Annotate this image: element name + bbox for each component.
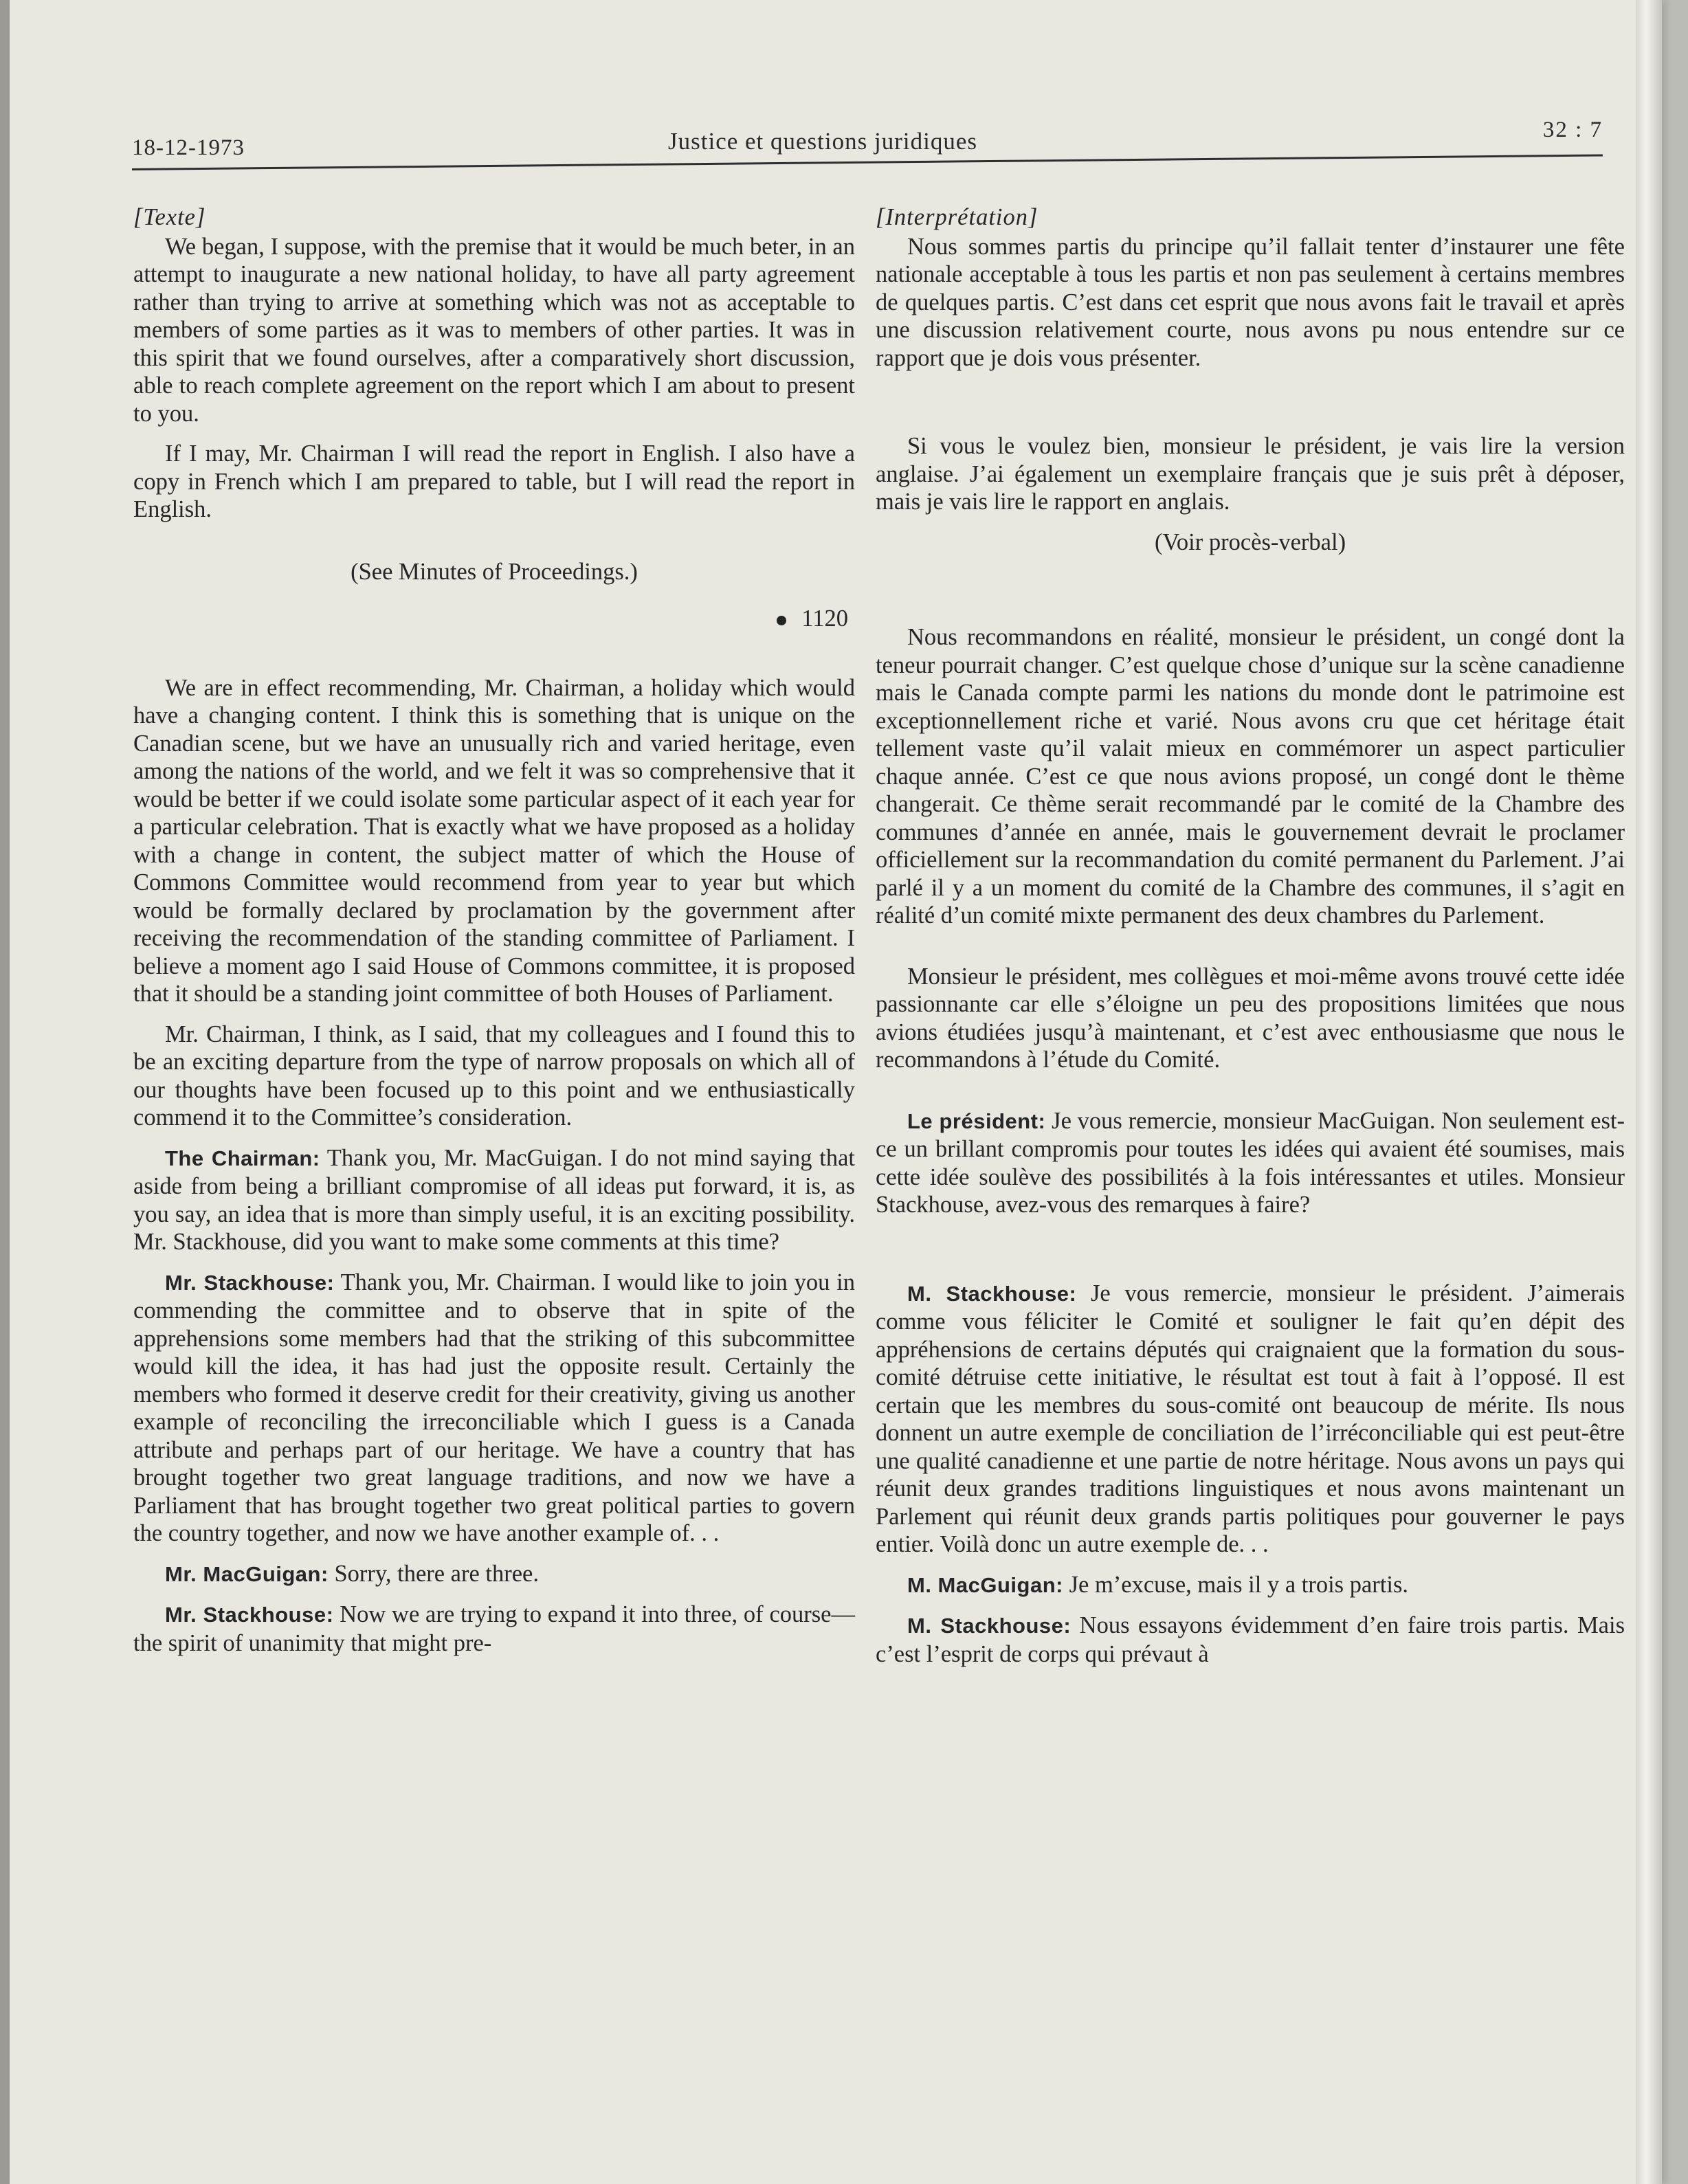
speech-text: Thank you, Mr. Chairman. I would like to join you in commending the committee and to observe that in spite of the apprehensions some members had that the striking of this subcommittee would kill the idea, it has had just the opposite result. Certainly the members who formed it deserve credit for their creativity, giving us another example of reconciling the irreconciliable which I guess is a Canada attribute and perhaps part of our heritage. We have a country that has brought together two great language traditions, and now we have a Parliament that has brought together two great political parties to govern the country together, and now we have another example of. . . [133, 1269, 855, 1546]
paragraph: Mr. Chairman, I think, as I said, that my colleagues and I found this to be an exciting departure from the type of narrow proposals on which all of our thoughts have been focused up to this point and we enthusiastically commend it to the Committee’s consideration. [133, 1021, 855, 1130]
speech-text: Nous essayons évidemment d’en faire trois partis. Mais c’est l’esprit de corps qui prévaut à [876, 1612, 1625, 1667]
speech [133, 1601, 855, 1657]
speaker-name: M. Stackhouse: [907, 1281, 1077, 1306]
speech-text: Je vous remercie, monsieur le président. J’aimerais comme vous féliciter le Comité et souligner le fait qu’en dépit des appréhensions de certains députés qui craignaient que la formation du sous-comité détruise cette initiative, le résultat est tout à fait à l’opposé. Il est certain que les membres du sous-comité ont beaucoup de mérite. Ils nous donnent un autre exemple de conciliation de l’irréconciliable qui est peut-être une qualité canadienne et une partie de notre héritage. Nous avons un pays qui réunit deux grandes traditions linguistiques et nous avons maintenant un Parlement qui réunit deux grands partis politiques pour gouverner le pays entier. Voilà donc un autre exemple de. . . [876, 1280, 1625, 1557]
page-number: 32 : 7 [1542, 118, 1603, 142]
document-page [10, 0, 1662, 2184]
header-rule [132, 154, 1603, 170]
language-tag: [Texte] [133, 204, 206, 230]
running-header [132, 104, 1603, 170]
speaker-name: Mr. Stackhouse: [165, 1603, 334, 1627]
paragraph: Nous recommandons en réalité, monsieur le président, un congé dont la teneur pourrait changer. C’est quelque chose d’unique sur la scène canadienne mais le Canada compte parmi les nations du monde dont le patrimoine est exceptionnellement riche et varié. Nous avons cru que cet héritage était tellement vaste qu’il valait mieux en commémorer un aspect particulier chaque année. C’est ce que nous avions proposé, un congé dont le thème changerait. Ce thème serait recommandé par le comité de la Chambre des communes d’année en année, mais le gouvernement devrait le proclamer officiellement sur la recommandation du comité permanent du Parlement. J’ai parlé il y a un moment du comité de la Chambre des communes, il s’agit en réalité d’un comité mixte permanent des deux chambres du Parlement. [876, 624, 1625, 928]
french-column [876, 203, 1625, 1680]
speech-text: Sorry, there are three. [328, 1560, 539, 1587]
speaker-name: The Chairman: [165, 1146, 320, 1170]
speech [876, 1107, 1625, 1219]
speech [876, 1280, 1625, 1559]
speaker-name: Mr. MacGuigan: [165, 1561, 329, 1586]
paragraph: We are in effect recommending, Mr. Chairman, a holiday which would have a changing content. I think this is something that is unique on the Canadian scene, but we have an unusually rich and varied heritage, even among the nations of the world, and we felt it was so comprehensive that it would be better if we could isolate some particular aspect of it each year for a particular celebration. That is exactly what we have proposed as a holiday with a change in content, the subject matter of which the House of Commons Committee would recommend from year to year but which would be formally declared by proclamation by the government after receiving the recommendation of the standing committee of Parliament. I believe a moment ago I said House of Commons committee, it is proposed that it should be a standing joint committee of both Houses of Parliament. [133, 674, 855, 1007]
paragraph: Si vous le voulez bien, monsieur le président, je vais lire la version anglaise. J’ai également un exemplaire français que je suis prêt à déposer, mais je vais lire le rapport en anglais. [876, 433, 1625, 515]
speech-text: Je vous remercie, monsieur MacGuigan. Non seulement est-ce un brillant compromis pour toutes les idées qui avaient été soumises, mais cette idée soulève des possibilités à la fois intéressantes et utiles. Monsieur Stackhouse, avez-vous des remarques à faire? [876, 1107, 1625, 1218]
spacer [876, 942, 1625, 963]
header-date: 18-12-1973 [132, 135, 245, 160]
speech-text: Thank you, Mr. MacGuigan. I do not mind saying that aside from being a brilliant compromise of all ideas put forward, it is, as you say, an idea that is more than simply useful, it is an exciting possibility. Mr. Stackhouse, did you want to make some comments at this time? [133, 1144, 855, 1255]
speaker-name: M. MacGuigan: [907, 1572, 1063, 1597]
speech-text: Je m’excuse, mais il y a trois partis. [1063, 1571, 1409, 1598]
speech [133, 1144, 855, 1256]
spacer [876, 384, 1625, 432]
speaker-name: Mr. Stackhouse: [165, 1270, 335, 1295]
speech [133, 1560, 855, 1589]
speaker-name: M. Stackhouse: [907, 1614, 1071, 1638]
minutes-note: (See Minutes of Proceedings.) [351, 558, 638, 585]
spacer [876, 575, 1625, 623]
bullet-icon [777, 616, 786, 625]
paragraph: If I may, Mr. Chairman I will read the report in English. I also have a copy in French which I am prepared to table, but I will read the report in English. [133, 441, 855, 522]
timestamp [133, 605, 848, 633]
paragraph: We began, I suppose, with the premise that it would be much beter, in an attempt to inaugurate a new national holiday, to have all party agreement rather than trying to arrive at something which was not as acceptable to members of some parties as it was to members of other parties. It was in this spirit that we found ourselves, after a comparatively short discussion, able to reach complete agreement on the report which I am about to present to you. [133, 233, 855, 427]
speech [876, 1612, 1625, 1668]
header-title: Justice et questions juridiques [668, 128, 977, 155]
speech-text: Now we are trying to expand it into three, of course—the spirit of unanimity that might pre- [133, 1601, 855, 1656]
spacer [876, 1232, 1625, 1280]
page-edge [1636, 0, 1662, 2184]
paragraph: Nous sommes partis du principe qu’il fallait tenter d’instaurer une fête nationale acceptable à tous les partis et non pas seulement à certains membres de quelques partis. C’est dans cet esprit que nous avons fait le travail et après une discussion relativement courte, nous avons pu nous entendre sur ce rapport que je dois vous présenter. [876, 233, 1625, 371]
timestamp-value: 1120 [801, 605, 848, 632]
language-tag: [Interprétation] [876, 204, 1039, 230]
binding-shadow [0, 0, 10, 2184]
paragraph: Monsieur le président, mes collègues et moi-même avons trouvé cette idée passionnante car elle s’éloigne un peu des propositions limitées que nous avions étudiées jusqu’à maintenant, et c’est avec enthousiasme que nous le recommandons à l’étude du Comité. [876, 963, 1625, 1073]
minutes-note: (Voir procès-verbal) [1154, 528, 1346, 555]
speaker-name: Le président: [907, 1108, 1046, 1133]
english-column [133, 203, 855, 1669]
speech [876, 1571, 1625, 1600]
spacer [876, 1087, 1625, 1107]
speech [133, 1269, 855, 1548]
